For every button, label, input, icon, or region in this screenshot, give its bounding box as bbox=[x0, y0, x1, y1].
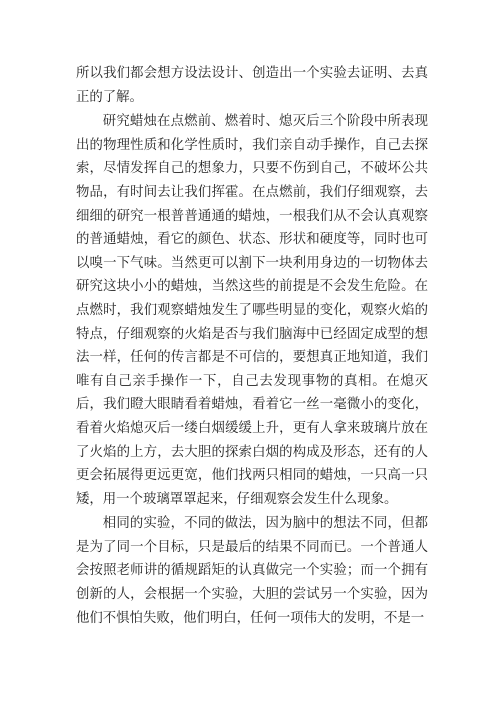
paragraph-2: 研究蜡烛在点燃前、燃着时、熄灭后三个阶段中所表现出的物理性质和化学性质时，我们亲自动手操作，自己去探索，尽情发挥自己的想象力，只要不伤到自己，不破坏公共物品，有时间去让我们挥霍。在点燃前，我们仔细观察，去细细的研究一根普普通通的蜡烛，一根我们从不会认真观察的普通蜡烛，看它的颜色、状态、形状和硬度等，同时也可以嗅一下气味。当然更可以割下一块利用身边的一切物体去研究这块小小的蜡烛，当然这些的前提是不会发生危险。在点燃时，我们观察蜡烛发生了哪些明显的变化，观察火焰的特点，仔细观察的火焰是否与我们脑海中已经固定成型的想法一样，任何的传言都是不可信的，要想真正地知道，我们唯有自己亲手操作一下，自己去发现事物的真相。在熄灭后，我们瞪大眼睛看着蜡烛，看着它一丝一毫微小的变化，看着火焰熄灭后一缕白烟缓缓上升，更有人拿来玻璃片放在了火焰的上方，去大胆的探索白烟的构成及形态，还有的人更会拓展得更远更宽，他们找两只相同的蜡烛，一只高一只矮，用一个玻璃罩罩起来，仔细观察会发生什么现象。 bbox=[76, 114, 428, 507]
paragraph-1: 所以我们都会想方设法设计、创造出一个实验去证明、去真正的了解。 bbox=[76, 66, 428, 105]
body-text bbox=[76, 62, 428, 630]
paragraph-3: 相同的实验，不同的做法，因为脑中的想法不同，但都是为了同一个目标，只是最后的结果不同而已。一个普通人会按照老师讲的循规蹈矩的认真做完一个实验；而一个拥有创新的人，会根据一个实验，大胆的尝试另一个实验，因为他们不惧怕失败，他们明白，任何一项伟大的发明，不是一 bbox=[76, 516, 428, 626]
